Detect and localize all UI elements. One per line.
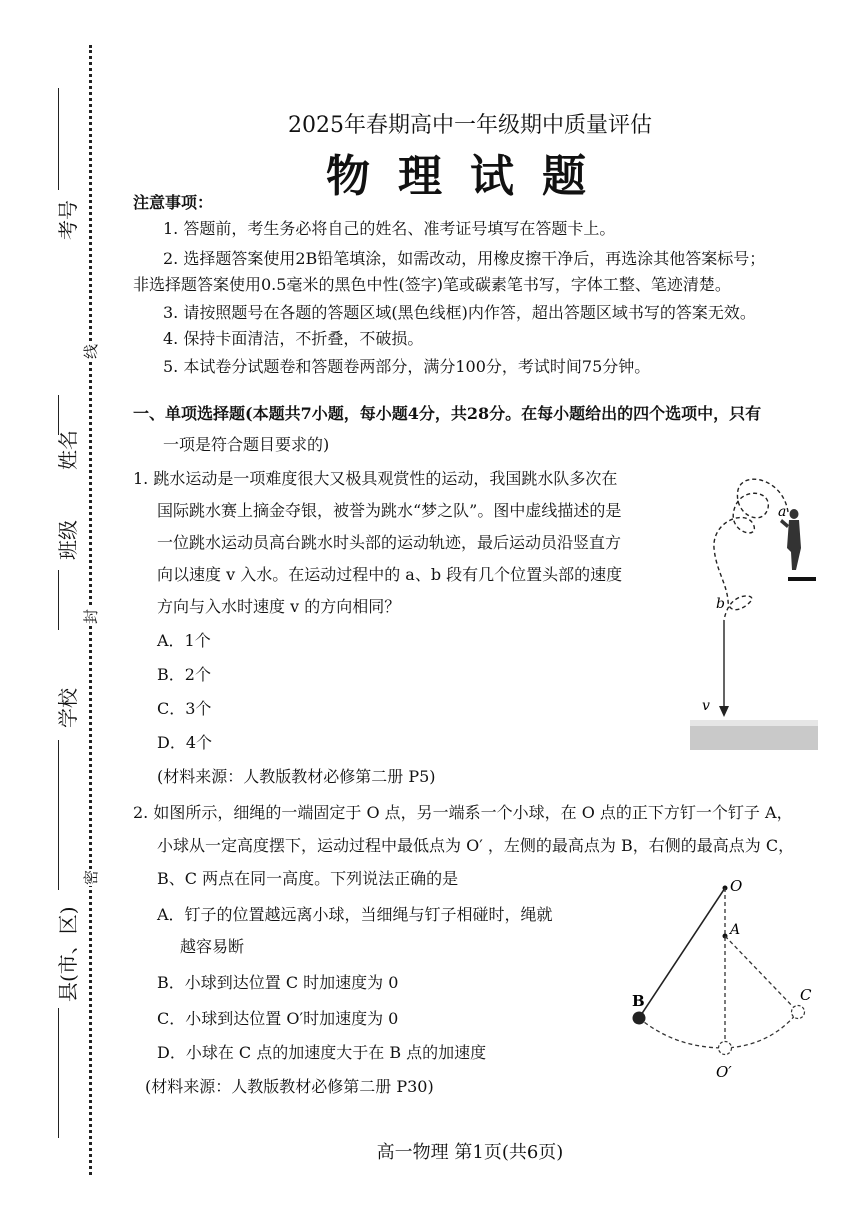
q1-stem-line: 一位跳水运动员高台跳水时头部的运动轨迹，最后运动员沿竖直方 <box>157 533 622 552</box>
ball-b <box>633 1012 646 1025</box>
q1-stem-line: 方向与入水时速度 v 的方向相同？ <box>157 597 401 616</box>
notes-heading: 注意事项： <box>133 193 214 212</box>
note-item: 3. 请按照题号在各题的答题区域(黑色线框)内作答，超出答题区域书写的答案无效。 <box>163 303 756 322</box>
class-label: 班级 <box>56 520 80 560</box>
q1-stem-line: 国际跳水赛上摘金夺银，被誉为跳水“梦之队”。图中虚线描述的是 <box>157 501 622 520</box>
q2-stem-line: 小球从一定高度摆下，运动过程中最低点为 O′ ，左侧的最高点为 B，右侧的最高点为 C， <box>157 836 795 855</box>
fig-label-c: C <box>800 986 812 1004</box>
fig-label-a: A <box>730 922 741 938</box>
diving-platform <box>788 577 816 581</box>
q1-source: (材料来源：人教版教材必修第二册 P5) <box>157 767 436 786</box>
school-underline <box>58 740 59 890</box>
q1-option-a[interactable]: A．1个 <box>157 631 211 650</box>
exam-title: 2025年春期高中一年级期中质量评估 <box>288 113 652 138</box>
q1-stem-line: 1. 跳水运动是一项难度很大又极具观赏性的运动，我国跳水队多次在 <box>133 469 618 488</box>
school-label: 学校 <box>56 688 80 728</box>
fig-label-b: b <box>716 596 725 612</box>
seal-mi-char: 密 <box>79 869 102 886</box>
class-name-underline <box>58 395 59 435</box>
q1-diving-figure <box>688 470 820 760</box>
section-heading: 一、单项选择题(本题共7小题，每小题4分，共28分。在每小题给出的四个选项中，只有 <box>133 404 762 423</box>
q2-option-c[interactable]: C．小球到达位置 O′时加速度为 0 <box>157 1009 399 1028</box>
page-footer: 高一物理 第1页(共6页) <box>376 1142 564 1163</box>
q2-stem-line: B、C 两点在同一高度。下列说法正确的是 <box>157 869 459 888</box>
county-label: 县(市、区) <box>56 906 80 1002</box>
fig-label-a: a <box>778 504 787 520</box>
note-item: 2. 选择题答案使用2B铅笔填涂，如需改动，用橡皮擦干净后，再选涂其他答案标号； <box>163 249 766 268</box>
seal-feng-char: 封 <box>79 608 102 625</box>
q1-option-c[interactable]: C．3个 <box>157 699 212 718</box>
q2-source: (材料来源：人教版教材必修第二册 P30) <box>145 1077 434 1096</box>
note-item: 4. 保持卡面清洁，不折叠，不破损。 <box>163 329 424 348</box>
note-item: 非选择题答案使用0.5毫米的黑色中性(签字)笔或碳素笔书写，字体工整、笔迹清楚。 <box>133 275 731 294</box>
fig-label-o: O <box>730 877 743 895</box>
ball-o-prime <box>719 1042 732 1055</box>
q1-option-d[interactable]: D．4个 <box>157 733 213 752</box>
name-label: 姓名 <box>56 430 80 470</box>
note-item: 1. 答题前，考生务必将自己的姓名、准考证号填写在答题卡上。 <box>163 219 616 238</box>
class-underline <box>58 570 59 630</box>
q2-stem-line: 2. 如图所示，细绳的一端固定于 O 点，另一端系一个小球，在 O 点的正下方钉一个钉子 A， <box>133 803 793 822</box>
section-heading-cont: 一项是符合题目要求的) <box>163 435 330 454</box>
q2-option-b[interactable]: B．小球到达位置 C 时加速度为 0 <box>157 973 399 992</box>
q2-option-a-cont: 越容易断 <box>180 937 245 956</box>
q1-stem-line: 向以速度 v 入水。在运动过程中的 a、b 段有几个位置头部的速度 <box>157 565 623 584</box>
q2-option-a[interactable]: A．钉子的位置越远离小球，当细绳与钉子相碰时，绳就 <box>157 905 553 924</box>
exam-no-label: 考号 <box>56 200 80 240</box>
q2-option-d[interactable]: D．小球在 C 点的加速度大于在 B 点的加速度 <box>157 1043 487 1062</box>
county-underline <box>58 1008 59 1138</box>
string-to-c <box>725 936 798 1012</box>
q1-option-b[interactable]: B．2个 <box>157 665 211 684</box>
fig-label-o-prime: O′ <box>716 1063 732 1081</box>
fig-label-b: B <box>632 992 645 1010</box>
seal-line-char: 线 <box>79 343 102 360</box>
fig-label-v: v <box>702 698 710 714</box>
string-to-b <box>639 888 725 1018</box>
swing-arc <box>639 1012 798 1048</box>
note-item: 5. 本试卷分试题卷和答题卷两部分，满分100分，考试时间75分钟。 <box>163 357 651 376</box>
velocity-arrowhead <box>719 706 729 717</box>
q2-pendulum-figure <box>620 872 840 1082</box>
subject-title: 物理试题 <box>326 151 614 202</box>
dive-trajectory <box>714 479 788 620</box>
ball-c <box>792 1006 805 1019</box>
